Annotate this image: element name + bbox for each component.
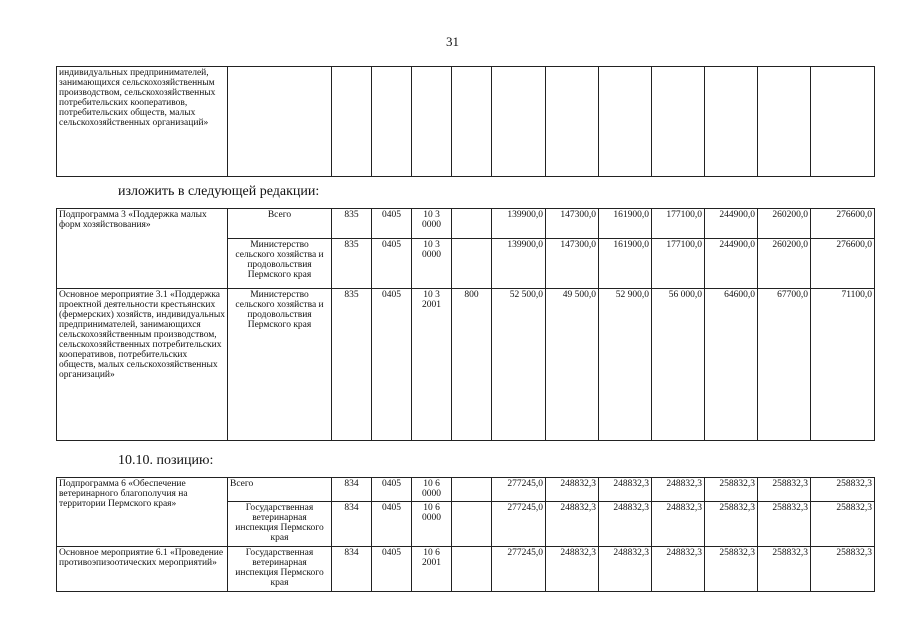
subprogram-name: Подпрограмма 3 «Поддержка малых форм хозяйствования»	[57, 209, 228, 289]
heading-position: 10.10. позицию:	[118, 453, 214, 468]
fragment-name: индивидуальных предпринимателей, занимающихся сельскохозяйственным производством, сельскохозяйственных потребительских кооперативов, потребительских обществ, малых сельскохозяйственных организаций»	[57, 67, 228, 177]
heading-new-edition: изложить в следующей редакции:	[118, 184, 320, 199]
subprogram-name: Подпрограмма 6 «Обеспечение ветеринарного благополучия на территории Пермского края»	[57, 478, 228, 547]
table-position	[56, 477, 875, 592]
table-row: Подпрограмма 3 «Поддержка малых форм хозяйствования» Всего 835 0405 10 3 0000 139900,0 147300,0 161900,0 177100,0 244900,0 260200,0 276600,0	[57, 209, 875, 239]
table-row: Государственная ветеринарная инспекция Пермского края 834 0405 10 6 0000 277245,0 248832,3 248832,3 248832,3 258832,3 258832,3 258832,3	[57, 502, 875, 547]
table-row: Основное мероприятие 6.1 «Проведение противоэпизоотических мероприятий» Государственная ветеринарная инспекция Пермского края 834 0405 10 6 2001 277245,0 248832,3 248832,3 248832,3 258832,3 258832,3 258832,3	[57, 547, 875, 592]
table-row: Подпрограмма 6 «Обеспечение ветеринарного благополучия на территории Пермского края» Всего 834 0405 10 6 0000 277245,0 248832,3 248832,3 248832,3 258832,3 258832,3 258832,3	[57, 478, 875, 502]
measure-name: Основное мероприятие 6.1 «Проведение противоэпизоотических мероприятий»	[57, 547, 228, 592]
table-row: Основное мероприятие 3.1 «Поддержка проектной деятельности крестьянских (фермерских) хозяйств, индивидуальных предпринимателей, занимающихся сельскохозяйственным производством, сельскохозяйственных потребительских кооперативов, потребительских обществ, малых сельскохозяйственных организаций» Министерство сельского хозяйства и продовольствия Пермского края 835 0405 10 3 2001 800 52 500,0 49 500,0 52 900,0 56 000,0 64600,0 67700,0 71100,0	[57, 289, 875, 441]
page-number: 31	[446, 34, 459, 49]
table-fragment-top	[56, 66, 875, 177]
measure-name: Основное мероприятие 3.1 «Поддержка проектной деятельности крестьянских (фермерских) хозяйств, индивидуальных предпринимателей, занимающихся сельскохозяйственным производством, сельскохозяйственных потребительских кооперативов, потребительских обществ, малых сельскохозяйственных организаций»	[57, 289, 228, 441]
table-row: Министерство сельского хозяйства и продовольствия Пермского края 835 0405 10 3 0000 139900,0 147300,0 161900,0 177100,0 244900,0 260200,0 276600,0	[57, 239, 875, 289]
table-new-edition	[56, 208, 875, 441]
